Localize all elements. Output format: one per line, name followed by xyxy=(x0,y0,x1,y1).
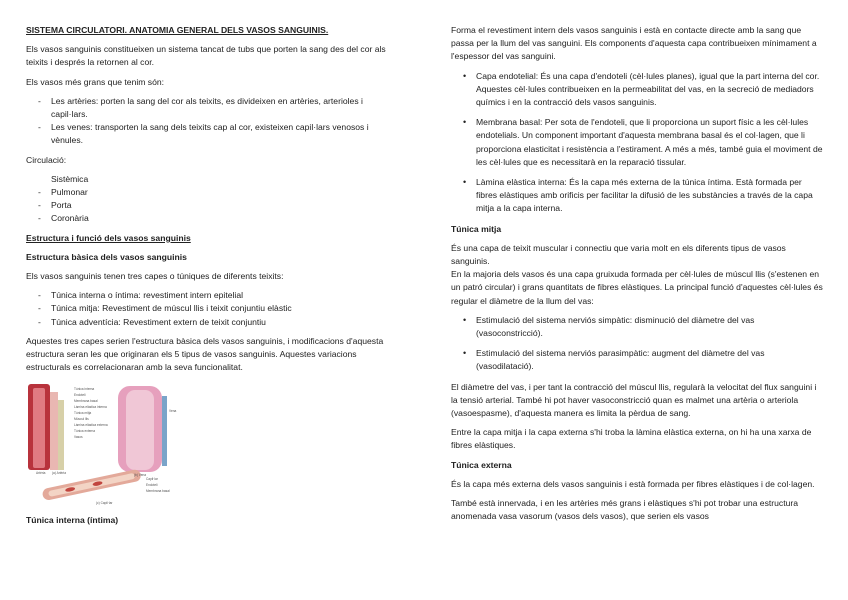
list-item: • Membrana basal: Per sota de l'endoteli, que li proporciona un suport físic a les cèl·lules endotelials. Un component important d'aquesta membrana basal és el col·lagen, que li proporciona elasticitat i resistència a l'estirament. A més a més, també guia el moviment de les cèl·lules que es necessitarà en la reparació tissular. xyxy=(451,116,823,169)
vein-layer xyxy=(162,396,167,466)
subsection-title: Estructura bàsica dels vasos sanguinis xyxy=(26,251,187,262)
intro-paragraph: Els vasos sanguinis constitueixen un sistema tancat de tubs que porten la sang des del cor als teixits i després la retornen al cor. xyxy=(26,44,386,68)
capillary-lumen xyxy=(48,473,135,497)
tunics-list xyxy=(26,289,401,329)
list-item: • Estimulació del sistema nerviós parasimpàtic: augment del diàmetre del vas (vasodilatació). xyxy=(451,347,823,373)
figure-label: Vena xyxy=(169,409,177,414)
figure-label: Túnica externa xyxy=(74,429,96,434)
list-item: - Coronària xyxy=(26,212,401,225)
list-item: - Pulmonar xyxy=(26,186,401,199)
list-item: • Capa endotelial: És una capa d'endoteli (cèl·lules planes), igual que la part interna del cor. Aquestes cèl·lules contribueixen en la permeabilitat del vas, en la secreció de mediadors químics i en la contracció dels vasos sanguinis. xyxy=(451,70,823,110)
intima-title: Túnica interna (íntima) xyxy=(26,515,119,526)
vessel-anatomy-figure xyxy=(26,382,176,508)
media-paragraph: És una capa de teixit muscular i connectiu que varia molt en els diferents tipus de vasos sanguinis. xyxy=(451,242,786,267)
list-item: - Túnica interna o íntima: revestiment intern epitelial xyxy=(26,289,401,302)
media-paragraph: El diàmetre del vas, i per tant la contracció del múscul llis, regularà la velocitat del flux sanguini i la tensió arterial. També hi pot haver vasoconstricció quan es malmet una artèria o arteriola (vasoespasme), d'aquesta manera es limita la pèrdua de sang. xyxy=(451,381,817,419)
artery-layer xyxy=(50,392,58,470)
list-item: - Túnica mitja: Revestiment de múscul llis i teixit conjuntiu elàstic xyxy=(26,302,401,315)
figure-label: Artèria xyxy=(36,471,46,476)
list-item: Sistèmica xyxy=(51,173,89,184)
figure-label: Làmina elàstica externa xyxy=(74,423,108,428)
right-column xyxy=(451,24,823,530)
artery-lumen xyxy=(33,388,45,468)
externa-paragraph: També està innervada, i en les artèries més grans i elàstiques s'hi pot trobar una estructura anomenada vasa vasorum (vasos dels vasos), que serien els vasos xyxy=(451,498,799,522)
figure-label: Endoteli xyxy=(74,393,86,398)
figure-label: Vasos xyxy=(74,435,83,440)
figure-label: Membrana basal xyxy=(74,399,98,404)
externa-paragraph: És la capa més externa dels vasos sanguinis i està formada per fibres elàstiques i de col·lagen. xyxy=(451,478,815,489)
list-item: - Les venes: transporten la sang dels teixits cap al cor, existeixen capil·lars venosos i vènules. xyxy=(26,121,401,147)
variations-paragraph: Aquestes tres capes serien l'estructura bàsica dels vasos sanguinis, i modificacions d'aquesta estructura seran les que originaran els 5 tipus de vasos sanguinis. Aquestes variacions estructurals es correlacionaran amb la seva funcionalitat. xyxy=(26,335,384,373)
media-paragraph: Entre la capa mitja i la capa externa s'hi troba la làmina elàstica externa, on hi ha una xarxa de fibres elàstiques. xyxy=(451,427,812,451)
left-column xyxy=(26,24,401,534)
document-title: SISTEMA CIRCULATORI. ANATOMIA GENERAL DELS VASOS SANGUINIS. xyxy=(26,25,329,35)
figure-label: Múscul llis xyxy=(74,417,89,422)
circulation-list xyxy=(26,173,401,226)
list-item: • Estimulació del sistema nerviós simpàtic: disminució del diàmetre del vas (vasoconstricció). xyxy=(451,314,823,340)
figure-caption: (b) Vena xyxy=(134,473,147,478)
list-item: - Les artèries: porten la sang del cor als teixits, es divideixen en artèries, arterioles i capil·lars. xyxy=(26,95,401,121)
figure-caption: (c) Capil·lar xyxy=(96,501,113,506)
intima-paragraph: Forma el revestiment intern dels vasos sanguinis i està en contacte directe amb la sang que passa per la llum del vas sanguini. Els components d'aquesta capa contribueixen mínimament a l'espessor del vas sanguini. xyxy=(451,25,817,62)
media-paragraph: En la majoria dels vasos és una capa gruixuda formada per cèl·lules de múscul llis (s'estenen en un patró circular) i grans quantitats de fibres elàstiques. La principal funció d'aquestes cèl·lules és regular el diàmetre de la llum del vas: xyxy=(451,269,823,306)
media-list xyxy=(451,314,823,374)
vessel-types-heading: Els vasos més grans que tenim són: xyxy=(26,76,165,87)
figure-caption: (a) Artèria xyxy=(52,471,66,476)
media-title: Túnica mitja xyxy=(451,223,502,234)
figure-label: Túnica interna xyxy=(74,387,95,392)
tunics-intro: Els vasos sanguinis tenen tres capes o túniques de diferents teixits: xyxy=(26,271,284,282)
figure-label: Endoteli xyxy=(146,483,158,488)
list-item: - Túnica adventícia: Revestiment extern de teixit conjuntiu xyxy=(26,316,401,329)
figure-label: Capil·lar xyxy=(146,477,158,482)
figure-label: Túnica mitja xyxy=(74,411,92,416)
figure-label: Membrana basal xyxy=(146,489,170,494)
list-item: • Làmina elàstica interna: És la capa més externa de la túnica íntima. Està formada per fibres elàstiques amb orificis per facilitar la difusió de les substàncies a través de la capa mitja a la capa interna. xyxy=(451,176,823,216)
list-item: - Porta xyxy=(26,199,401,212)
section-title: Estructura i funció dels vasos sanguinis xyxy=(26,232,191,243)
vein-lumen xyxy=(126,390,154,470)
figure-label: Làmina elàstica interna xyxy=(74,405,107,410)
intima-components-list xyxy=(451,70,823,216)
externa-title: Túnica externa xyxy=(451,459,512,470)
vessel-types-list xyxy=(26,95,401,148)
artery-layer xyxy=(58,400,64,470)
circulation-heading: Circulació: xyxy=(26,154,67,165)
